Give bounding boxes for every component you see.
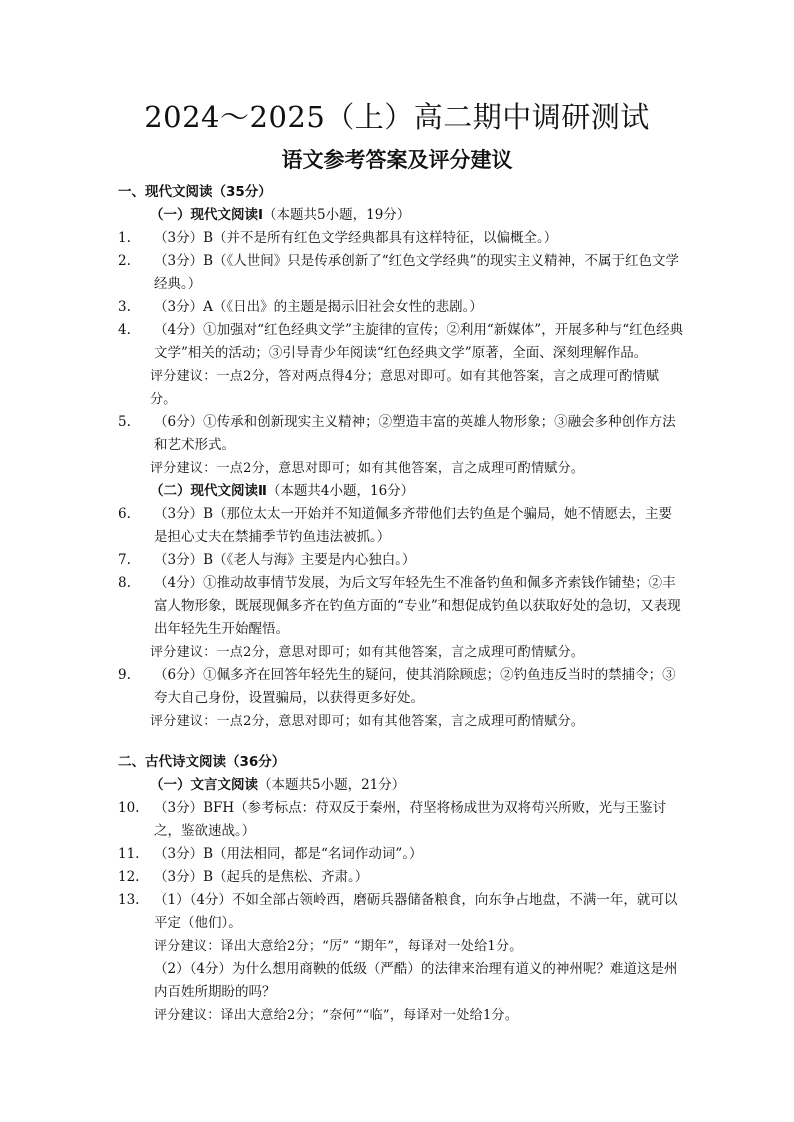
answer-content <box>118 181 684 1027</box>
answer-text: （3分）BFH（参考标点：苻双反于秦州，苻坚将杨成世为双将苟兴所败，光与王鉴讨之，鉴欲速战。） <box>154 800 667 839</box>
question-number: 2. <box>118 253 131 269</box>
scoring-note: 评分建议：一点2分，意思对即可；如有其他答案，言之成理可酌情赋分。 <box>150 645 585 660</box>
subsection-heading-modern-2 <box>118 480 684 503</box>
answer-text-13-2: （2）（4分）为什么想用商鞅的低级（严酷）的法律来治理有道义的神州呢？难道这是州内百姓所期盼的吗？ <box>154 961 678 1000</box>
scoring-note: 评分建议：一点2分，意思对即可；如有其他答案，言之成理可酌情赋分。 <box>150 461 585 476</box>
answer-item-7 <box>118 549 684 572</box>
answer-item-9 <box>118 664 684 710</box>
answer-item-5 <box>118 411 684 457</box>
question-number: 4. <box>118 322 131 338</box>
answer-item-11 <box>118 843 684 866</box>
answer-item-12 <box>118 866 684 889</box>
question-number: 10. <box>118 800 140 816</box>
answer-text: （3分）B（起兵的是焦松、齐肃。） <box>154 869 369 885</box>
document-subtitle: 语文参考答案及评分建议 <box>281 148 513 172</box>
scoring-note: 评分建议：译出大意给2分；“厉” “期年”，每译对一处给1分。 <box>154 939 523 954</box>
answer-item-1 <box>118 227 684 250</box>
answer-item-8 <box>118 572 684 641</box>
subsection-label: （一）文言文阅读 <box>150 777 258 793</box>
subsection-heading-classical-1 <box>118 774 684 797</box>
subsection-info: （本题共4小题，16分） <box>266 483 415 499</box>
question-number: 9. <box>118 667 131 683</box>
subsection-label: （一）现代文阅读Ⅰ <box>150 207 264 223</box>
answer-text: （4分）①推动故事情节发展，为后文写年轻先生不准备钓鱼和佩多齐索钱作铺垫；②丰富人物形象，既展现佩多齐在钓鱼方面的“专业”和想促成钓鱼以获取好处的急切，又表现出年轻先生开始醒悟。 <box>154 575 681 637</box>
section-heading-modern-reading: 一、现代文阅读（35分） <box>118 184 272 200</box>
answer-text: （3分）B（并不是所有红色文学经典都具有这样特征，以偏概全。） <box>154 230 558 246</box>
answer-item-13 <box>118 889 684 935</box>
question-number: 3. <box>118 299 131 315</box>
question-number: 13. <box>118 892 140 908</box>
answer-item-3 <box>118 296 684 319</box>
subsection-heading-modern-1 <box>118 204 684 227</box>
answer-text: （3分）B（《人世间》只是传承创新了“红色文学经典”的现实主义精神，不属于红色文学经典。） <box>154 253 680 292</box>
answer-text: （3分）B（那位太太一开始并不知道佩多齐带他们去钓鱼是个骗局，她不情愿去，主要是担心丈夫在禁捕季节钓鱼违法被抓。） <box>154 506 673 545</box>
scoring-note: 评分建议：一点2分，意思对即可；如有其他答案，言之成理可酌情赋分。 <box>150 714 585 729</box>
question-number: 8. <box>118 575 131 591</box>
answer-item-2 <box>118 250 684 296</box>
subsection-label: （二）现代文阅读Ⅱ <box>150 483 267 499</box>
scoring-note: 评分建议：译出大意给2分；“奈何”“临”，每译对一处给1分。 <box>154 1008 519 1023</box>
document-title: 2024～2025（上）高二期中调研测试 <box>144 100 650 134</box>
answer-text: （6分）①佩多齐在回答年轻先生的疑问，使其消除顾虑；②钓鱼违反当时的禁捕令；③夸大自己身份，设置骗局，以获得更多好处。 <box>154 667 676 706</box>
answer-text: （4分）①加强对“红色经典文学”主旋律的宣传；②利用“新媒体”，开展多种与“红色经典文学”相关的活动；③引导青少年阅读“红色经典文学”原著，全面、深刻理解作品。 <box>154 322 684 361</box>
question-number: 7. <box>118 552 131 568</box>
answer-text: （3分）A（《日出》的主题是揭示旧社会女性的悲剧。） <box>154 299 483 315</box>
answer-text: （6分）①传承和创新现实主义精神；②塑造丰富的英雄人物形象；③融会多种创作方法和艺术形式。 <box>154 414 676 453</box>
answer-text: （3分）B（用法相同，都是“名词作动词”。） <box>154 846 423 862</box>
question-number: 6. <box>118 506 131 522</box>
answer-text: （3分）B（《老人与海》主要是内心独白。） <box>154 552 416 568</box>
subsection-info: （本题共5小题，19分） <box>263 207 411 223</box>
question-number: 11. <box>118 846 140 862</box>
answer-item-6 <box>118 503 684 549</box>
answer-text: （1）（4分）不如全部占领岭西，磨砺兵器储备粮食，向东争占地盘，不满一年，就可以平定（他们）。 <box>154 892 678 931</box>
section-heading-classical-reading: 二、古代诗文阅读（36分） <box>118 754 286 770</box>
question-number: 5. <box>118 414 131 430</box>
subsection-info: （本题共5小题，21分） <box>258 777 406 793</box>
scoring-note: 评分建议：一点2分，答对两点得4分；意思对即可。如有其他答案，言之成理可酌情赋分。 <box>150 369 660 407</box>
answer-item-4 <box>118 319 684 365</box>
answer-item-10 <box>118 797 684 843</box>
section-gap <box>118 733 684 751</box>
question-number: 12. <box>118 869 140 885</box>
question-number: 1. <box>118 230 131 246</box>
